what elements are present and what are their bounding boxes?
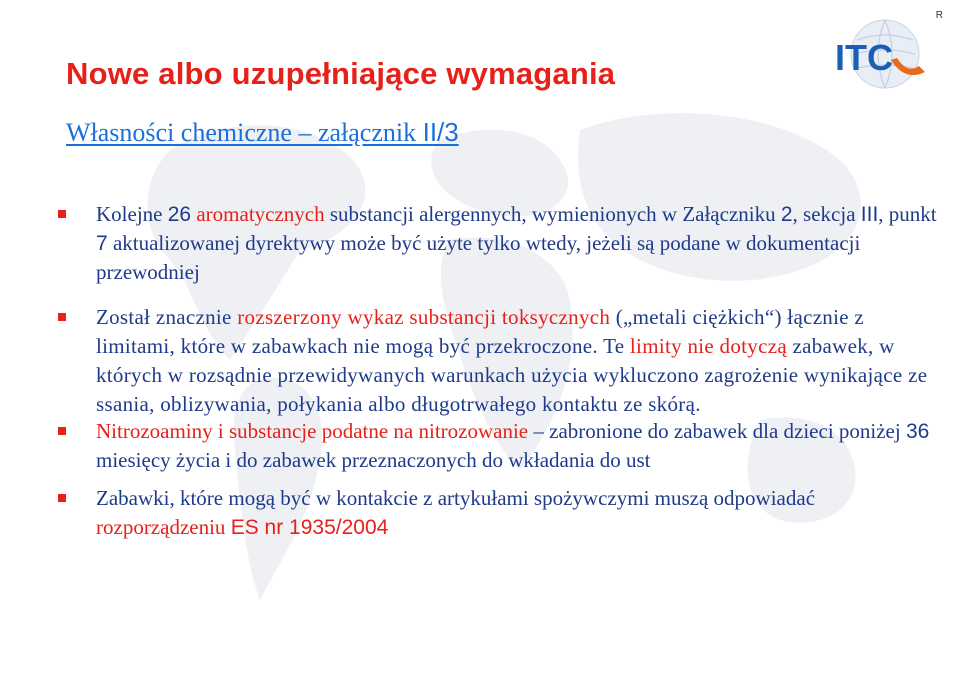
bullet-item-heavy-metals: Został znacznie rozszerzony wykaz substancji toksycznych („metali ciężkich“) łącznie z limitami, które w zabawkach nie mogą być przekroczone. Te limity nie dotyczą zabawek, w których w rozsądnie przewidywanych warunkach użycia wykluczono zagrożenie wynikające ze ssania, oblizywania, połykania albo długotrwałego kontaktu ze skórą.: [58, 303, 938, 419]
subtitle-annex: II/3: [422, 117, 459, 147]
slide-subtitle: [66, 117, 459, 148]
bullet-marker: [58, 494, 66, 502]
bullet-marker: [58, 210, 66, 218]
highlight-toxic-list: rozszerzony wykaz substancji toksycznych: [237, 305, 611, 329]
highlight-regulation: rozporządzeniu: [96, 515, 231, 539]
bullet-marker: [58, 427, 66, 435]
highlight-nitrosamines: Nitrozoaminy i substancje podatne na nitrozowanie: [96, 419, 529, 443]
itc-logo: [821, 10, 943, 95]
bullet-item-food-contact: Zabawki, które mogą być w kontakcie z artykułami spożywczymi muszą odpowiadać rozporządzeniu ES nr 1935/2004: [58, 484, 938, 542]
bullet-item-fragrances: Kolejne 26 aromatycznych substancji alergennych, wymienionych w Załączniku 2, sekcja III, punkt 7 aktualizowanej dyrektywy może być użyte tylko wtedy, jeżeli są podane w dokumentacji przewodniej: [58, 200, 938, 287]
slide-title: Nowe albo uzupełniające wymagania: [66, 56, 616, 91]
regulation-number: ES nr 1935/2004: [230, 516, 389, 539]
logo-text: ITC: [835, 37, 893, 78]
subtitle-prefix: Własności chemiczne – załącznik: [66, 118, 423, 147]
highlight-limits: limity nie dotyczą: [629, 334, 787, 358]
bullet-list: [58, 200, 938, 542]
registered-mark: R: [935, 10, 943, 21]
bullet-marker: [58, 313, 66, 321]
logo-graphic: [821, 10, 931, 95]
bullet-item-nitrosamines: Nitrozoaminy i substancje podatne na nitrozowanie – zabronione do zabawek dla dzieci poniżej 36 miesięcy życia i do zabawek przeznaczonych do wkładania do ust: [58, 417, 938, 475]
highlight-aromatic: aromatycznych: [196, 202, 325, 226]
